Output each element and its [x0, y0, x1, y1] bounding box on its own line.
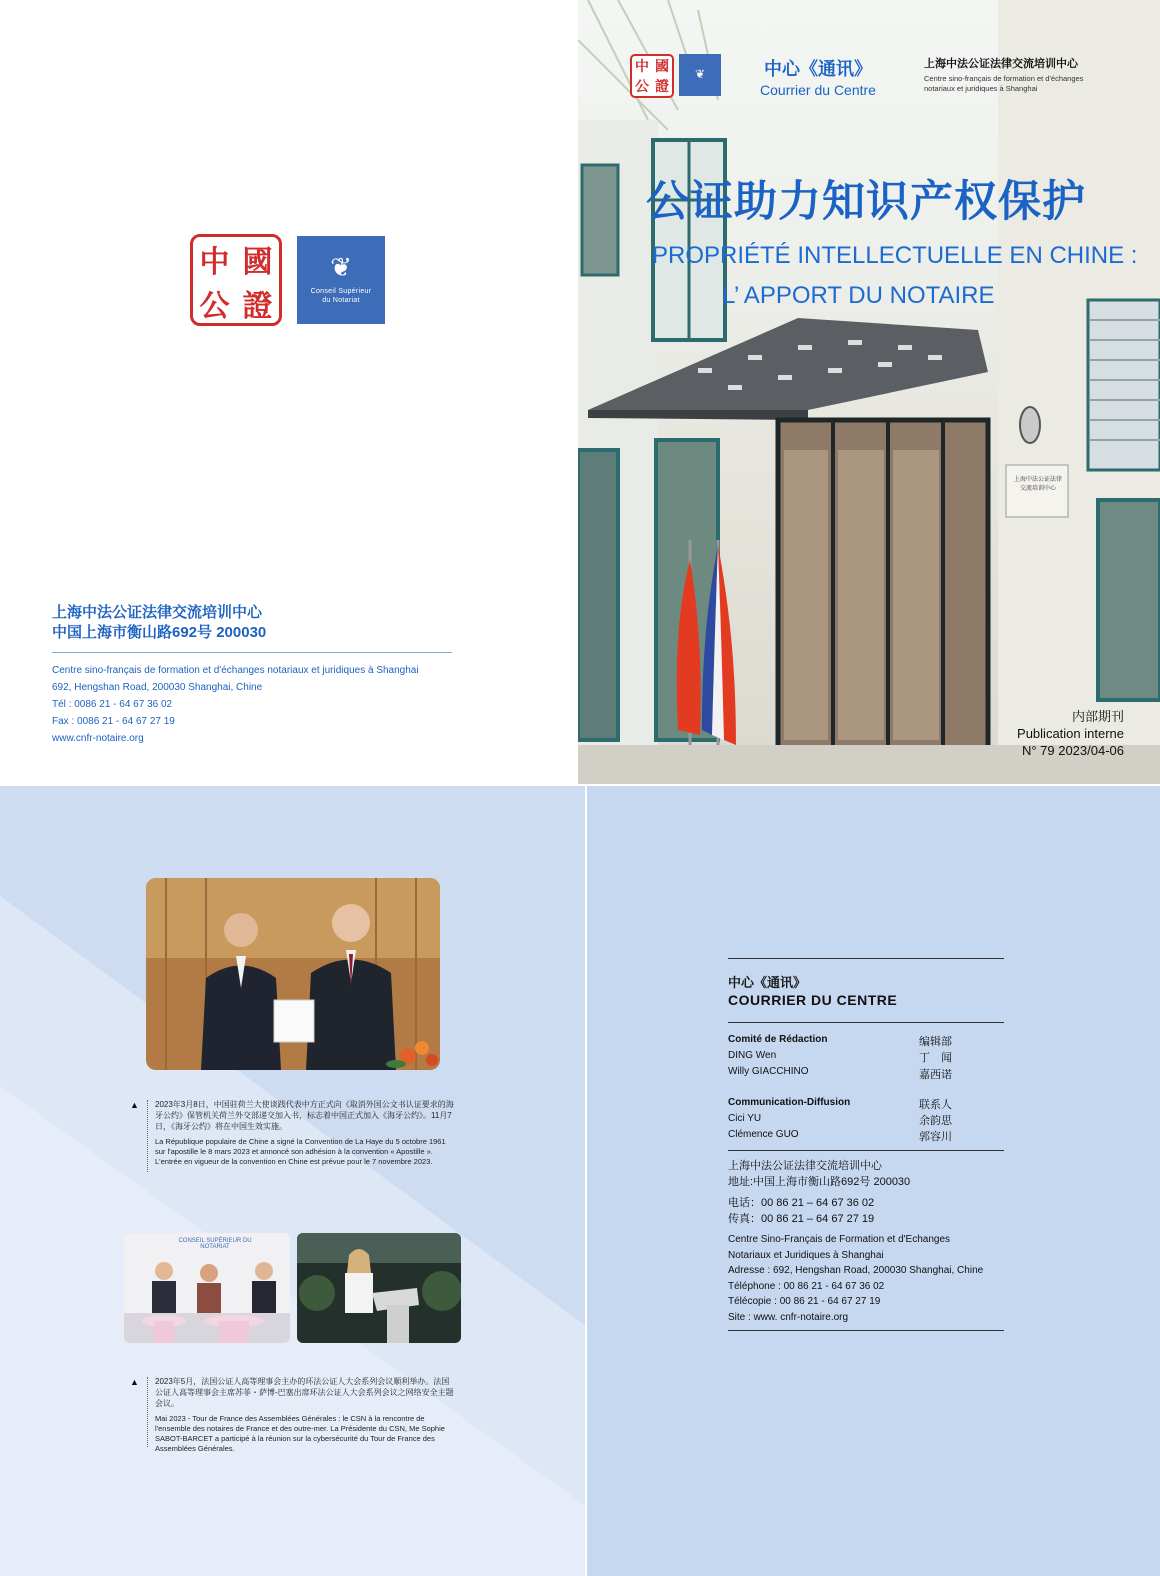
communication-member: Clémence GUO	[728, 1129, 799, 1140]
contact-fr-line: Adresse : 692, Hengshan Road, 200030 Shanghai, Chine	[728, 1265, 984, 1276]
masthead-org-cn: 上海中法公证法律交流培训中心	[924, 58, 1078, 70]
csn-mark-icon: ❦	[330, 252, 352, 283]
caption-1-cn: 2023年3月8日，中国驻荷兰大使谈践代表中方正式向《取消外国公文书认证要求的海牙公约》保管机关荷兰外交部递交加入书，标志着中国正式加入《海牙公约》。11月7日，《海牙公约》将在中国生效实施。	[155, 1100, 454, 1131]
editorial-member: DING Wen	[728, 1050, 777, 1061]
editorial-committee-cn: 编辑部	[919, 1036, 952, 1048]
caption-1	[155, 1099, 455, 1167]
masthead-seal-logo	[630, 54, 674, 98]
contact-cn-line: 地址:中国上海市衡山路692号 200030	[728, 1176, 911, 1188]
editorial-committee-label: Comité de Rédaction	[728, 1034, 828, 1045]
seal-char: 證	[655, 79, 669, 95]
speaker-photo	[297, 1233, 461, 1343]
caption-2-fr: Mai 2023 - Tour de France des Assemblées Générales : le CSN à la rencontre de l'ensemble des notaires de France et des outre-mer. La Présidente du CSN, Me Sophie SABOT-BARCET a participé à la réunion sur la cybersécurité du Tour de France des Assemblées Générales.	[155, 1414, 445, 1453]
seal-char: 公	[635, 79, 649, 95]
publication-cn: 内部期刊	[1071, 709, 1124, 724]
masthead-csn-logo	[679, 54, 721, 96]
colophon-title-cn: 中心《通讯》	[728, 975, 807, 990]
publication-info	[978, 708, 1124, 759]
editorial-member-cn: 嘉西诺	[919, 1069, 952, 1081]
csn-logo	[297, 236, 385, 324]
front-cover-page	[578, 0, 1160, 786]
communication-member-cn: 余韵思	[919, 1115, 952, 1127]
plaque-line: 交流培训中心	[1019, 486, 1056, 492]
caption-pointer-icon: ▲	[130, 1377, 139, 1387]
address-fr-line: Tél : 0086 21 - 64 67 36 02	[52, 699, 173, 710]
communication-member-cn: 郭容川	[919, 1131, 952, 1143]
contact-fr-line: Téléphone : 00 86 21 - 64 67 36 02	[728, 1280, 885, 1292]
address-fr-line: Fax : 0086 21 - 64 67 27 19	[52, 716, 175, 727]
editorial-member-cn: 丁 闻	[919, 1052, 952, 1064]
contact-cn-line: 传真：00 86 21 – 64 67 27 19	[728, 1213, 875, 1225]
seal-char: 中	[635, 59, 649, 75]
contact-fr-line: Notariaux et Juridiques à Shanghai	[728, 1249, 884, 1261]
contact-fr-block	[728, 1232, 983, 1325]
masthead-fr: Courrier du Centre	[760, 82, 876, 98]
masthead-cn: 中心《通讯》	[764, 59, 872, 79]
signing-ceremony-photo	[146, 878, 440, 1070]
csn-logo-line1: Conseil Supérieur	[310, 287, 372, 295]
caption-2	[155, 1376, 457, 1454]
contact-cn-block	[728, 1158, 910, 1227]
colophon-title-fr: COURRIER DU CENTRE	[728, 992, 898, 1008]
colophon-page	[586, 786, 1160, 1576]
inside-left-page	[0, 786, 586, 1576]
seal-char: 國	[242, 245, 273, 280]
address-fr-line: Centre sino-français de formation et d'échanges notariaux et juridiques à Shanghai	[52, 665, 419, 676]
seal-char: 公	[199, 289, 230, 324]
seal-char: 證	[242, 289, 273, 324]
colophon-rule	[728, 1022, 1004, 1023]
caption-1-fr: La République populaire de Chine a signé la Convention de La Haye du 5 octobre 1961 sur l'apostille le 8 mars 2023 et annoncé son adhésion à la convention « Apostille ». L'entrée en vigueur de la convention en Chine est prévue pour le 7 novembre 2023.	[155, 1137, 446, 1166]
plaque-line: 上海中法公证法律	[1013, 477, 1062, 483]
colophon-rule	[728, 958, 1004, 959]
page-gutter-horizontal	[0, 784, 1160, 786]
masthead-org-fr: Centre sino-français de formation et d'échanges notariaux et juridiques à Shanghai	[924, 74, 1084, 93]
caption-dotted-rule	[147, 1377, 150, 1447]
cover-title-fr-line2: L’ APPORT DU NOTAIRE	[722, 282, 995, 309]
contact-cn-line: 上海中法公证法律交流培训中心	[728, 1160, 882, 1172]
colophon-rule	[728, 1150, 1004, 1151]
colophon-rule	[728, 1330, 1004, 1331]
caption-2-cn: 2023年5月，法国公证人高等理事会主办的环法公证人大会系列会议顺利举办。法国公证人高等理事会主席苏菲・萨博-巴塞出席环法公证人大会系列会议之网络安全主题会议。	[155, 1377, 454, 1408]
address-fr-block	[52, 662, 419, 747]
publication-fr: Publication interne	[1017, 726, 1124, 741]
seal-char: 中	[199, 245, 230, 280]
address-cn-block	[52, 603, 266, 643]
website-link[interactable]: Site : www. cnfr-notaire.org	[728, 1311, 849, 1323]
back-cover-page	[0, 0, 578, 786]
photo2-logo-text: CONSEIL SUPÉRIEUR DU NOTARIAT	[178, 1238, 252, 1250]
notary-seal-logo	[190, 234, 282, 326]
publication-issue: N° 79 2023/04-06	[1021, 743, 1124, 758]
address-divider	[52, 652, 452, 653]
building-entrance-photo	[578, 0, 1160, 786]
page-gutter-vertical	[585, 786, 587, 1576]
masthead	[748, 55, 888, 98]
masthead-org	[924, 55, 1114, 94]
contact-cn-line: 电话：00 86 21 – 64 67 36 02	[728, 1197, 875, 1209]
communication-cn: 联系人	[919, 1099, 952, 1111]
cover-title-fr-line1: PROPRIÉTÉ INTELLECTUELLE EN CHINE :	[652, 242, 1138, 269]
cover-title-cn: 公证助力知识产权保护	[646, 177, 1086, 227]
seal-char: 國	[655, 59, 669, 75]
caption-dotted-rule	[147, 1100, 150, 1172]
csn-logo-line2: du Notariat	[322, 297, 360, 304]
contact-fr-line: Télécopie : 00 86 21 - 64 67 27 19	[728, 1296, 881, 1307]
contact-fr-line: Centre Sino-Français de Formation et d'Echanges	[728, 1234, 951, 1245]
caption-pointer-icon: ▲	[130, 1100, 139, 1110]
address-fr-line: 692, Hengshan Road, 200030 Shanghai, Chine	[52, 682, 263, 693]
website-link[interactable]: www.cnfr-notaire.org	[52, 733, 144, 744]
address-cn-line: 中国上海市衡山路692号 200030	[52, 624, 267, 641]
entrance-plaque	[1010, 476, 1066, 494]
csn-mark-icon: ❦	[694, 67, 706, 81]
address-cn-line: 上海中法公证法律交流培训中心	[52, 604, 263, 621]
editorial-member: Willy GIACCHINO	[728, 1066, 809, 1077]
communication-member: Cici YU	[728, 1113, 762, 1124]
communication-label: Communication-Diffusion	[728, 1097, 851, 1108]
